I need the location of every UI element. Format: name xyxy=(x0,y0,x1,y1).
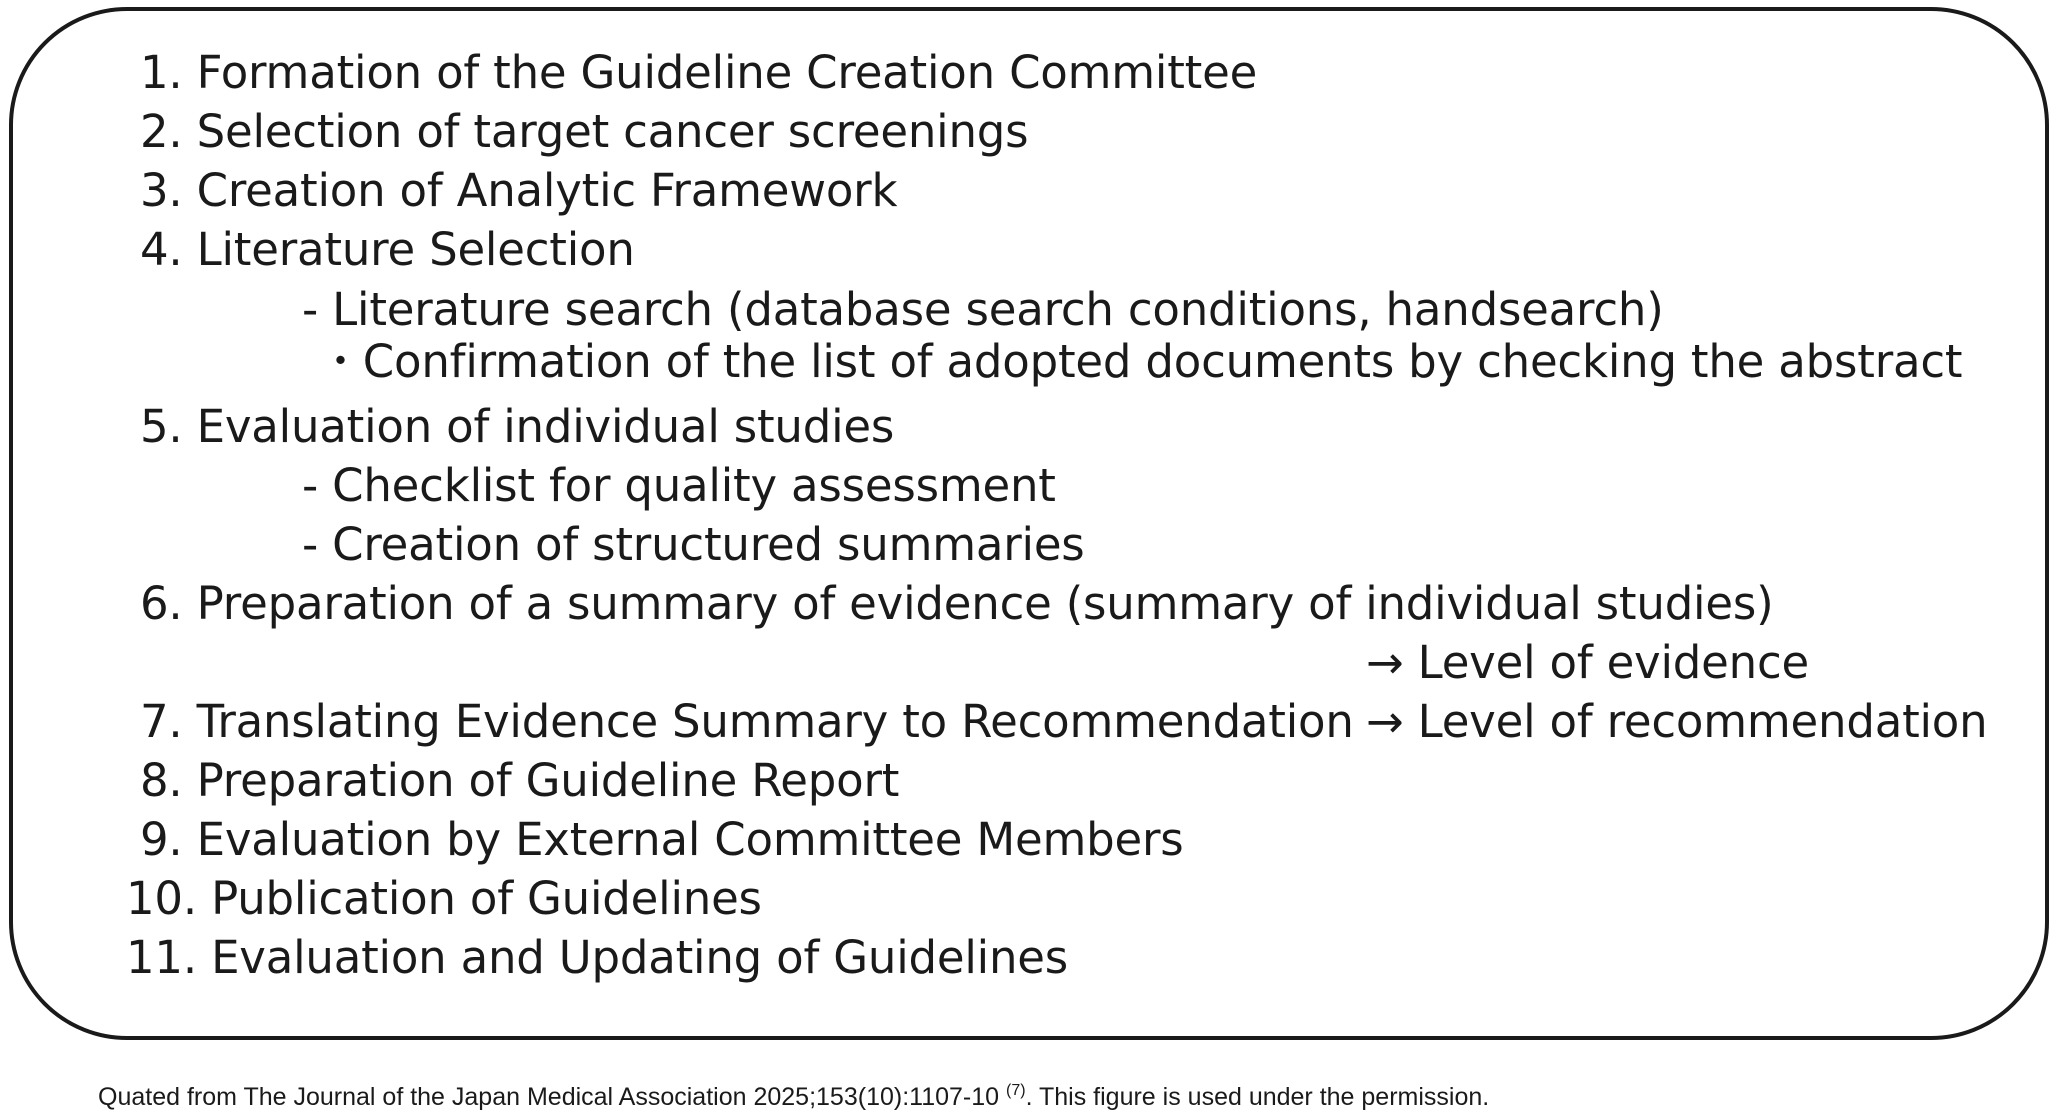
step-7: 7. Translating Evidence Summary to Recommendation xyxy=(140,695,1354,748)
step-7-outcome: → Level of recommendation xyxy=(1366,695,1988,748)
step-9: 9. Evaluation by External Committee Members xyxy=(140,813,1184,866)
step-1: 1. Formation of the Guideline Creation Committee xyxy=(140,46,1258,99)
source-citation xyxy=(98,1076,1489,1112)
step-4-sub-search: - Literature search (database search conditions, handsearch) xyxy=(302,283,1664,336)
step-5: 5. Evaluation of individual studies xyxy=(140,400,895,453)
step-6: 6. Preparation of a summary of evidence (summary of individual studies) xyxy=(140,577,1774,630)
citation-reference: (7) xyxy=(1006,1082,1026,1099)
step-4-sub-confirmation: ・Confirmation of the list of adopted documents by checking the abstract xyxy=(318,335,1963,388)
step-2: 2. Selection of target cancer screenings xyxy=(140,105,1029,158)
step-5-sub-summaries: - Creation of structured summaries xyxy=(302,518,1085,571)
step-5-sub-checklist: - Checklist for quality assessment xyxy=(302,459,1056,512)
permission-text: . This figure is used under the permission. xyxy=(1025,1083,1490,1111)
step-10: 10. Publication of Guidelines xyxy=(126,872,762,925)
step-3: 3. Creation of Analytic Framework xyxy=(140,164,898,217)
citation-text: Quated from The Journal of the Japan Medical Association 2025;153(10):1107-10 xyxy=(98,1083,1000,1111)
step-4: 4. Literature Selection xyxy=(140,223,635,276)
step-8: 8. Preparation of Guideline Report xyxy=(140,754,900,807)
step-6-outcome: → Level of evidence xyxy=(1366,636,1809,689)
step-11: 11. Evaluation and Updating of Guidelines xyxy=(126,931,1069,984)
